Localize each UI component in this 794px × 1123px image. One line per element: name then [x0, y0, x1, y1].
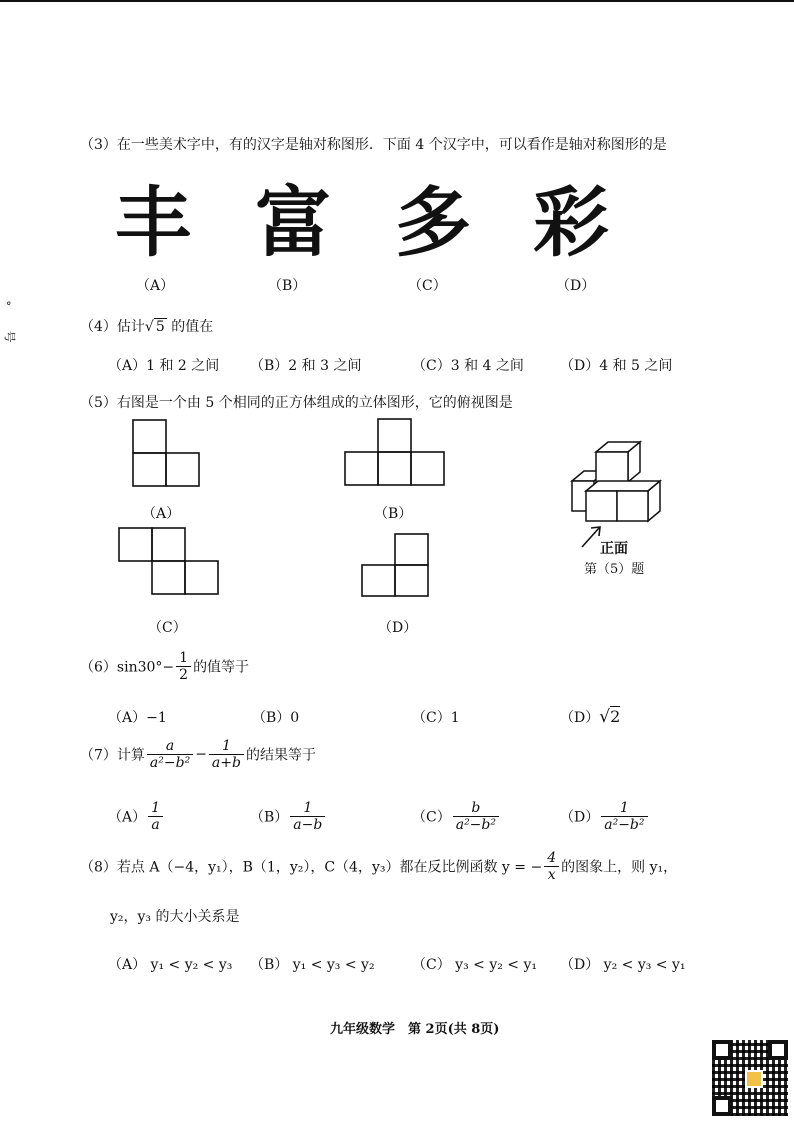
q7-f1-den: a²−b²: [149, 755, 191, 772]
q7-d-den: a²−b²: [604, 817, 645, 834]
q7-option-a[interactable]: [108, 800, 165, 833]
q7-f2-den: a+b: [211, 755, 241, 772]
q8-option-c[interactable]: （C） y₃ < y₂ < y₁: [412, 957, 537, 973]
q7-f1-num: a: [147, 738, 193, 755]
q7-option-c-label: （C）: [412, 809, 451, 826]
q8-option-b[interactable]: （B） y₁ < y₃ < y₂: [250, 957, 375, 973]
q5-figure-c: [118, 527, 222, 597]
q3-option-a[interactable]: （A）: [136, 278, 175, 294]
q4-suffix: 的值在: [171, 319, 214, 335]
q6-fraction: [176, 650, 191, 683]
q4-option-d[interactable]: （D）4 和 5 之间: [560, 358, 673, 374]
qr-code: [712, 1040, 788, 1116]
q7-minus: −: [195, 746, 207, 763]
q7-b-den: a−b: [293, 817, 323, 834]
q8-line1-prefix: （8）若点 A（−4，y₁），B（1，y₂），C（4，y₃）都在反比例函数 y = −: [80, 859, 543, 876]
q5-figure-d: [361, 533, 431, 597]
q7-option-d[interactable]: [560, 800, 650, 833]
q7-option-b[interactable]: [250, 800, 327, 833]
q8-option-a[interactable]: （A） y₁ < y₂ < y₃: [108, 957, 233, 973]
q8-frac-num: 4: [544, 850, 559, 867]
q4-prefix: （4）估计: [80, 319, 145, 335]
q7-answer-a: [148, 800, 163, 833]
q6-option-d[interactable]: [560, 707, 620, 727]
q3-char-a: 丰: [115, 178, 191, 267]
q6-option-b[interactable]: （B）0: [252, 710, 300, 726]
q5-figure-caption: 第（5）题: [584, 562, 645, 577]
q8-line2: y₂，y₃ 的大小关系是: [110, 909, 240, 925]
q6-frac-den: 2: [179, 667, 189, 684]
q8-option-d[interactable]: （D） y₂ < y₃ < y₁: [560, 957, 686, 973]
q5-figure-b: [344, 418, 446, 486]
q6-option-d-label: （D）: [560, 710, 600, 726]
q7-answer-b: [290, 800, 325, 833]
q7-option-d-label: （D）: [560, 809, 600, 826]
q7-answer-c: [453, 800, 499, 833]
q7-option-b-label: （B）: [250, 809, 289, 826]
q8-frac-den: x: [547, 867, 556, 884]
q5-solid-figure: [566, 436, 666, 546]
q7-suffix: 的结果等于: [245, 747, 316, 764]
q7-d-num: 1: [601, 800, 647, 817]
q6-prefix: （6）sin30°−: [80, 659, 175, 676]
q7-option-a-label: （A）: [108, 809, 147, 826]
q3-char-b: 富: [255, 178, 331, 267]
q6-frac-num: 1: [176, 650, 191, 667]
q4-stem: [80, 316, 213, 336]
q6-option-d-radicand: 2: [610, 707, 621, 726]
q3-option-b[interactable]: （B）: [268, 278, 307, 294]
q5-front-label: 正面: [600, 541, 628, 557]
q7-a-den: a: [151, 817, 160, 834]
q5-option-c[interactable]: （C）: [148, 620, 187, 636]
q3-char-c: 多: [395, 178, 471, 267]
q7-b-num: 1: [290, 800, 325, 817]
q6-stem: [80, 650, 249, 683]
q7-option-c[interactable]: [412, 800, 501, 833]
q5-option-d[interactable]: （D）: [378, 620, 418, 636]
q7-fraction-1: [147, 738, 193, 771]
q3-text: （3）在一些美术字中，有的汉字是轴对称图形．下面 4 个汉字中，可以看作是轴对称图形的是: [80, 137, 667, 153]
q3-option-d[interactable]: （D）: [556, 278, 596, 294]
q7-c-den: a²−b²: [455, 817, 496, 834]
q4-option-c[interactable]: （C）3 和 4 之间: [412, 358, 524, 374]
q7-c-num: b: [453, 800, 499, 817]
q8-line1-suffix: 的图象上，则 y₁，: [561, 859, 678, 876]
page-footer: 九年级数学 第 2页(共 8页): [330, 1022, 500, 1037]
q8-fraction: [544, 850, 559, 883]
q3-option-c[interactable]: （C）: [408, 278, 447, 294]
q5-text: （5）右图是一个由 5 个相同的正方体组成的立体图形，它的俯视图是: [80, 395, 513, 411]
q7-a-num: 1: [148, 800, 163, 817]
q3-char-d: 彩: [533, 178, 609, 267]
q5-option-a[interactable]: （A）: [142, 506, 181, 522]
q7-fraction-2: [209, 738, 244, 771]
q4-option-b[interactable]: （B）2 和 3 之间: [250, 358, 362, 374]
q5-figure-a: [132, 419, 202, 487]
margin-mark: °: [6, 300, 12, 313]
q6-option-a[interactable]: （A）−1: [108, 710, 167, 726]
q7-prefix: （7）计算: [80, 747, 145, 764]
sqrt-symbol: √: [599, 707, 611, 727]
q6-suffix: 的值等于: [193, 659, 250, 676]
q7-answer-d: [601, 800, 647, 833]
q8-line1: [80, 850, 677, 883]
q7-f2-num: 1: [209, 738, 244, 755]
sqrt-symbol: √: [144, 319, 154, 335]
q4-radicand: 5: [155, 319, 165, 335]
q5-option-b[interactable]: （B）: [374, 506, 413, 522]
q7-stem: [80, 738, 316, 771]
q6-option-c[interactable]: （C）1: [412, 710, 460, 726]
margin-mark-text: 号: [2, 330, 17, 343]
top-rule: [0, 0, 794, 2]
q4-option-a[interactable]: （A）1 和 2 之间: [108, 358, 220, 374]
